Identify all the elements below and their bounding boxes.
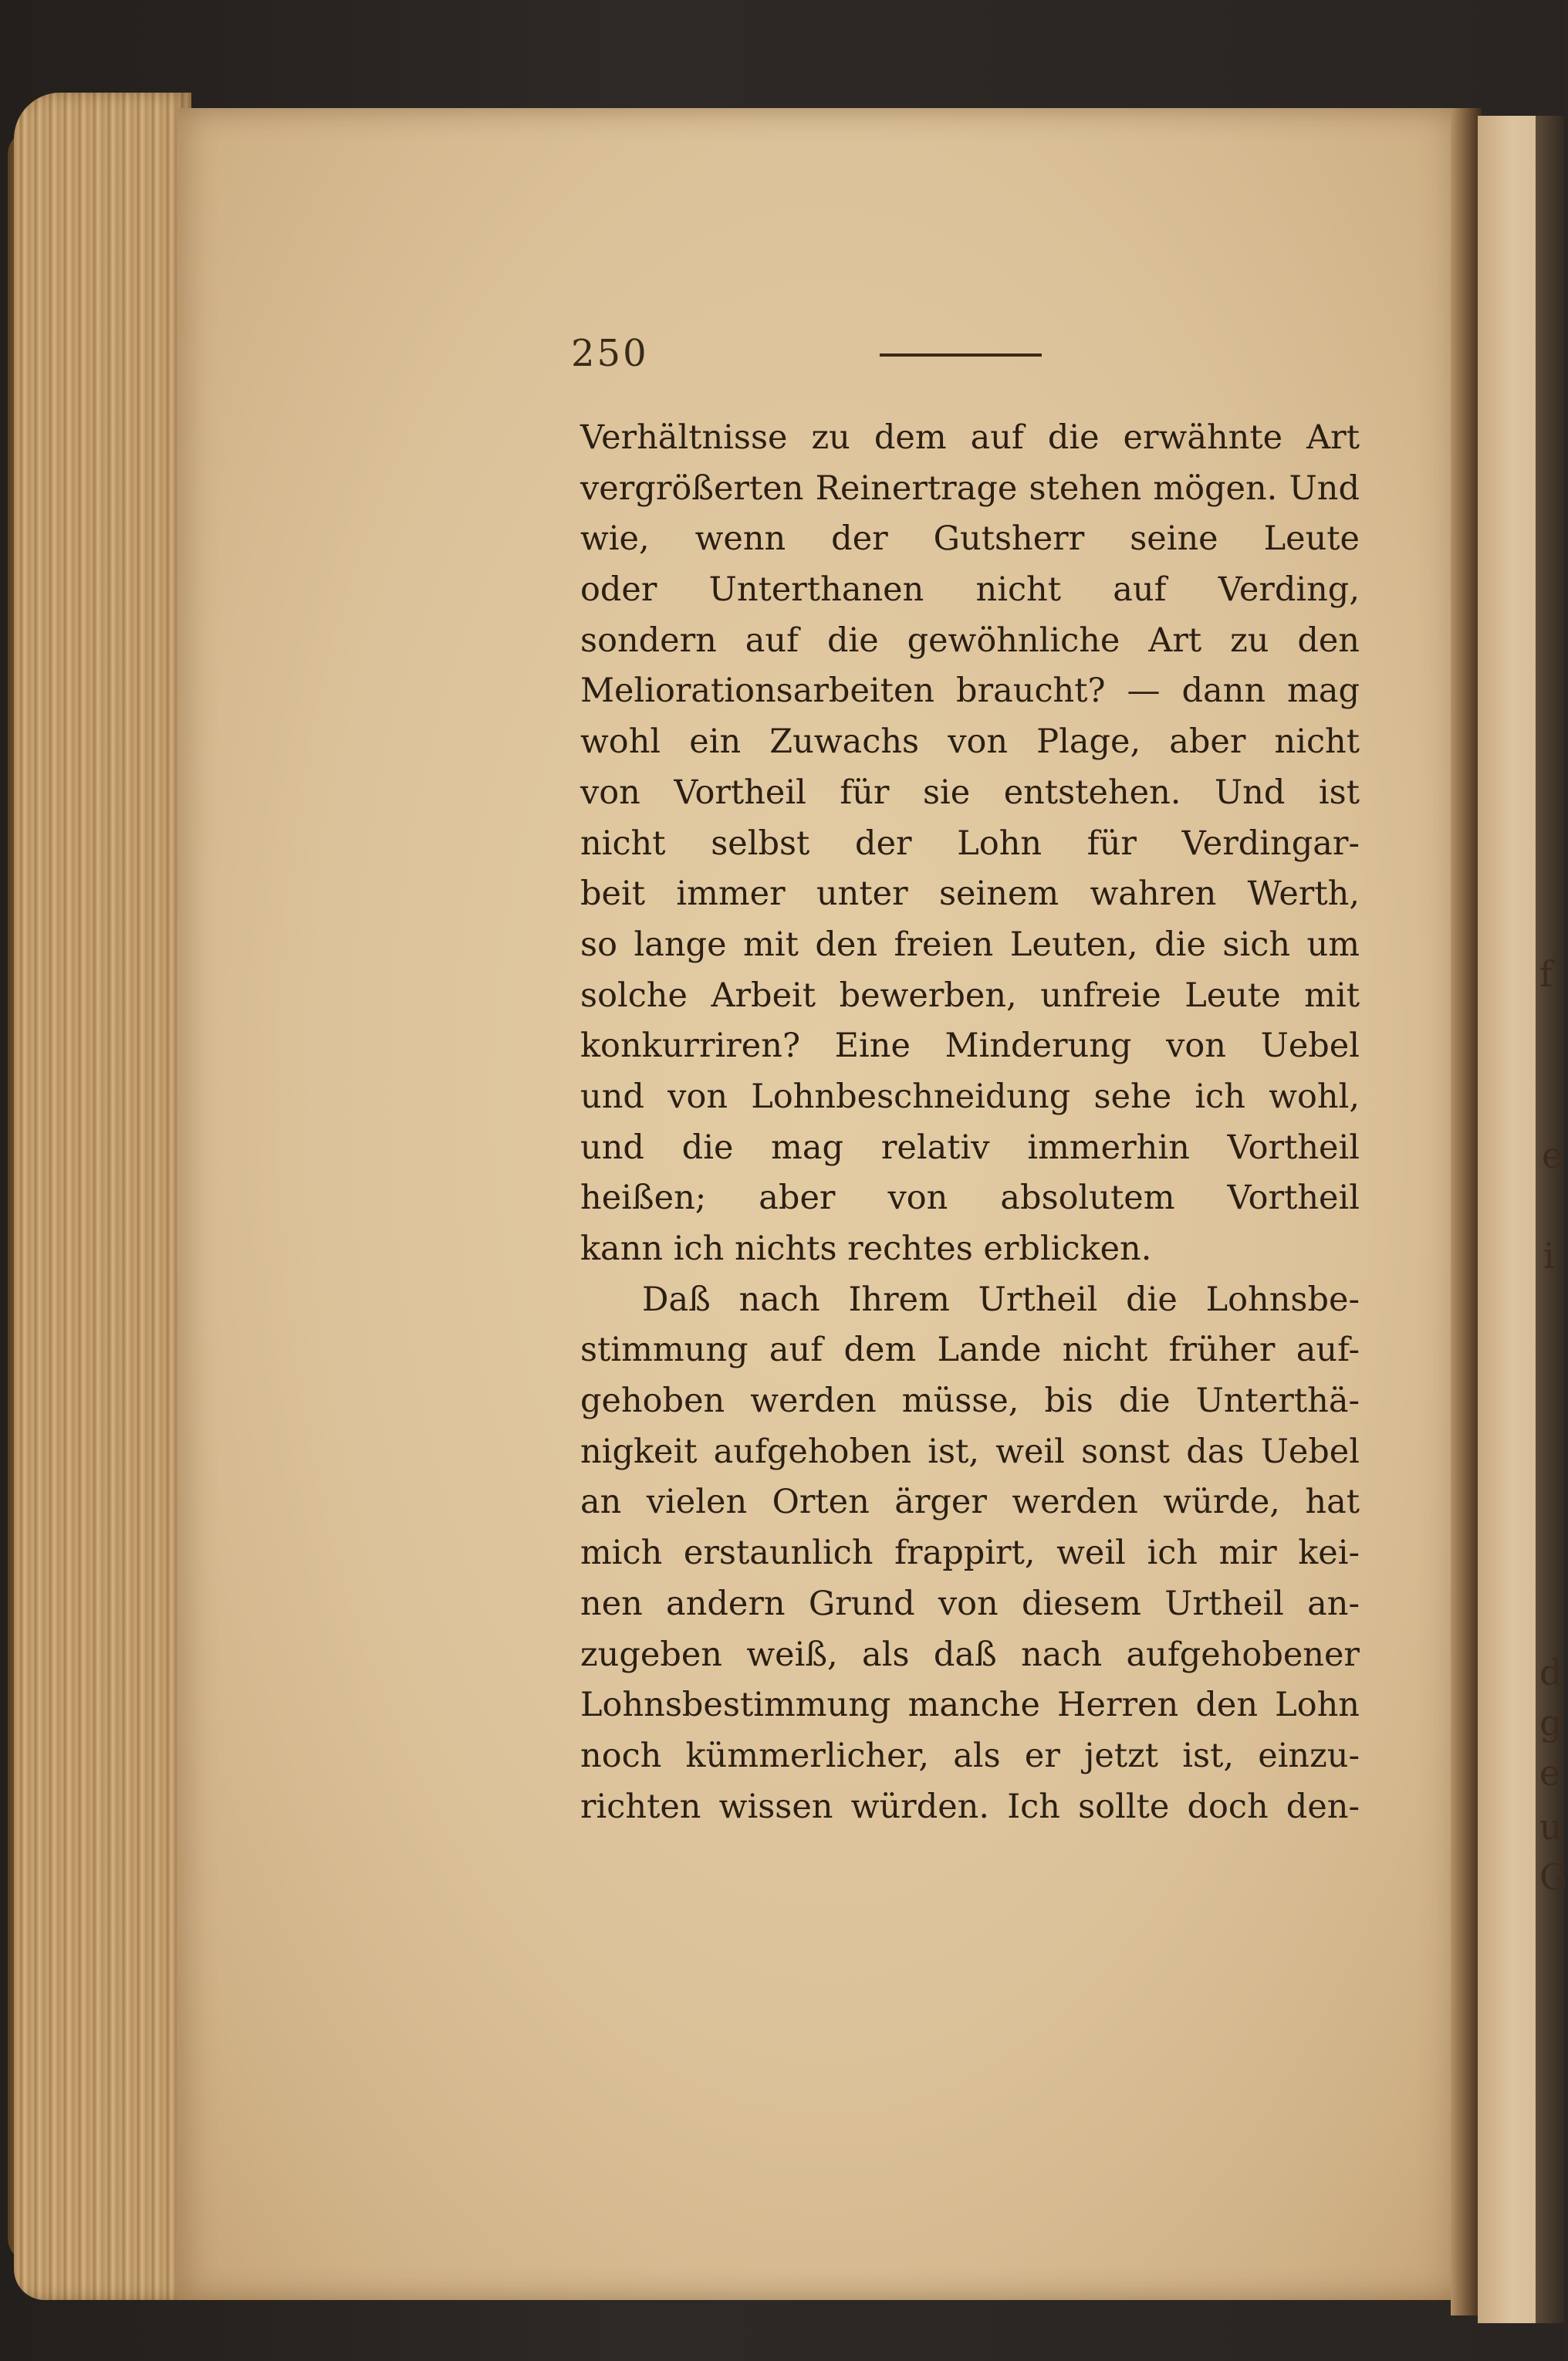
facing-page-fragment: i [1543,1235,1555,1277]
facing-page-fragment: G [1539,1856,1568,1898]
text-line: Daß nach Ihrem Urtheil die Lohnsbe- [642,1280,1360,1319]
text-line: heißen; aber von absolutem Vortheil [580,1179,1360,1218]
text-line: und von Lohnbeschneidung sehe ich wohl, [580,1077,1360,1116]
header-rule [880,353,1042,357]
text-line: stimmung auf dem Lande nicht früher auf- [580,1331,1360,1370]
page-text [580,413,1360,1832]
facing-page-fragment: g [1539,1702,1563,1744]
text-line: Lohnsbestimmung manche Herren den Lohn [580,1686,1360,1725]
text-line: noch kümmerlicher, als er jetzt ist, einzu- [580,1736,1360,1775]
facing-page-fragment: d [1539,1652,1563,1693]
text-line: an vielen Orten ärger werden würde, hat [580,1483,1360,1522]
book-gutter [1451,108,1482,2315]
text-line: und die mag relativ immerhin Vortheil [580,1128,1360,1167]
facing-page-fragment: e [1539,1752,1561,1794]
facing-page-fragment: e [1542,1135,1563,1176]
text-line: wohl ein Zuwachs von Plage, aber nicht [580,722,1360,762]
facing-page-edge [1536,116,1564,2323]
text-line: zugeben weiß, als daß nach aufgehobener [580,1635,1360,1674]
text-line: gehoben werden müsse, bis die Unterthä- [580,1382,1360,1421]
text-line: Meliorationsarbeiten braucht? — dann mag [580,671,1360,711]
text-line: sondern auf die gewöhnliche Art zu den [580,621,1360,660]
text-line: von Vortheil für sie entstehen. Und ist [580,773,1360,812]
text-line: wie, wenn der Gutsherr seine Leute [580,519,1360,559]
text-line: so lange mit den freien Leuten, die sich um [580,925,1360,964]
text-line: mich erstaunlich frappirt, weil ich mir kei- [580,1534,1360,1573]
text-line: nicht selbst der Lohn für Verdingar- [580,824,1360,863]
text-line: richten wissen würden. Ich sollte doch den- [580,1787,1360,1826]
page-header [571,332,1358,386]
text-line: oder Unterthanen nicht auf Verding, [580,570,1360,610]
text-line: konkurriren? Eine Minderung von Uebel [580,1027,1360,1066]
text-line: vergrößerten Reinertrage stehen mögen. Und [580,468,1360,508]
facing-page-fragment: f [1539,953,1553,995]
text-line: Verhältnisse zu dem auf die erwähnte Art [580,418,1360,457]
text-line: beit immer unter seinem wahren Werth, [580,874,1360,914]
page-number: 250 [571,332,649,375]
facing-page-fragment: u [1539,1806,1563,1848]
text-line: solche Arbeit bewerben, unfreie Leute mit [580,976,1360,1015]
text-line: kann ich nichts rechtes erblicken. [580,1230,1152,1268]
stacked-page-edges [14,93,191,2300]
text-line: nen andern Grund von diesem Urtheil an- [580,1584,1360,1623]
text-line: nigkeit aufgehoben ist, weil sonst das Uebel [580,1432,1360,1471]
